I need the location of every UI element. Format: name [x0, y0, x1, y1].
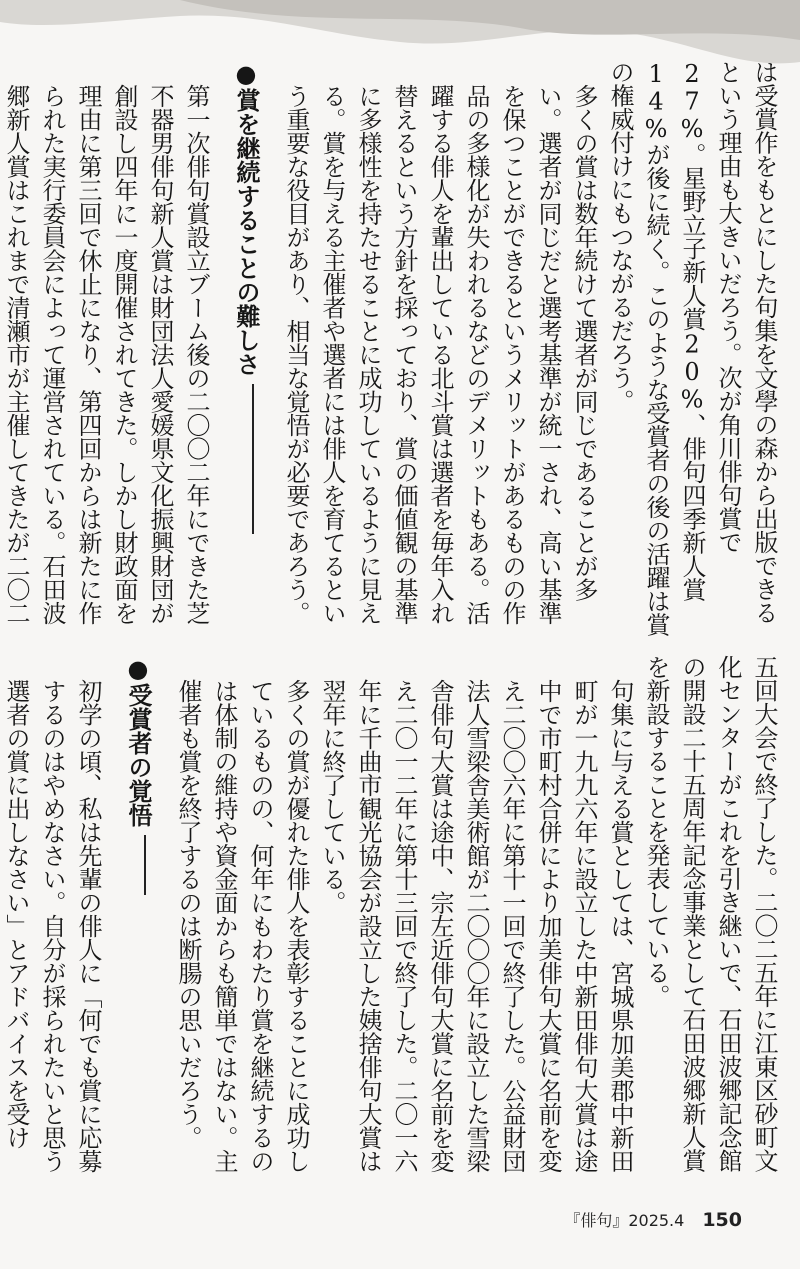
paragraph: 多くの賞が優れた俳人を表彰することに成功しているものの、何年にもわたり賞を継続するのは体制の維持や資金面からも簡単ではない。主催者も賞を終了するのは断腸の思いだろう。 — [174, 679, 310, 1173]
heading-rule — [252, 384, 254, 534]
section-heading-continuation — [228, 60, 264, 645]
article-lower-block — [2, 655, 782, 1195]
paragraph: 初学の頃、私は先輩の俳人に「何でも賞に応募するのはやめなさい。自分が採られたいと思う選者の賞に出しなさい」とアドバイスを受け — [2, 679, 102, 1173]
page-number: 150 — [702, 1209, 742, 1231]
paragraph: 五回大会で終了した。二〇二五年に江東区砂町文化センターがこれを引き継いで、石田波郷記念館の開設二十五周年記念事業として石田波郷新人賞を新設することを発表している。 — [642, 655, 778, 1172]
magazine-issue: 『俳句』2025.4 — [564, 1211, 685, 1230]
heading-rule — [144, 835, 146, 895]
section-heading-text: ●賞を継続することの難しさ — [232, 60, 260, 376]
paragraph: 第一次俳句賞設立ブーム後の二〇〇二年にできた芝不器男俳句新人賞は財団法人愛媛県文化振興財団が創設し四年に一度開催されてきた。しかし財政面を理由に第三回で休止になり、第四回からは新たに作られた実行委員会によって運営されている。石田波郷新人賞はこれまで清瀬市が主催してきたが二〇二 — [2, 84, 210, 625]
paragraph: 多くの賞は数年続けて選者が同じであることが多い。選者が同じだと選考基準が統一され、高い基準を保つことができるというメリットがあるものの作品の多様化が失われるなどのデメリットもある。活躍する俳人を輩出している北斗賞は選者を毎年入れ替えるという方針を採っており、賞の価値観の基準に多様性を持たせることに成功しているように見える。賞を与える主催者や選者には俳人を育てるという重要な役目があり、相当な覚悟が必要であろう。 — [282, 84, 598, 625]
section-heading-text: ●受賞者の覚悟 — [124, 655, 152, 827]
paragraph: は受賞作をもとにした句集を文學の森から出版できるという理由も大きいだろう。次が角川俳句賞で27%。星野立子新人賞20%、俳句四季新人賞14%が後に続く。このような受賞者の後の活躍は賞の権威付けにもつながるだろう。 — [606, 60, 778, 636]
section-heading — [120, 655, 156, 1195]
article-upper-block — [2, 60, 782, 645]
page-footer — [564, 1208, 742, 1231]
paragraph: 句集に与える賞としては、宮城県加美郡中新田町が一九九六年に設立した中新田俳句大賞は途中で市町村合併により加美俳句大賞に名前を変え二〇〇六年に第十一回で終了した。公益財団法人雪梁舎美術館が二〇〇〇年に設立した雪梁舎俳句大賞は途中、宗左近俳句大賞に名前を変え二〇一二年に第十三回で終了した。二〇一六年に千曲市観光協会が設立した姨捨俳句大賞は翌年に終了している。 — [318, 679, 634, 1173]
